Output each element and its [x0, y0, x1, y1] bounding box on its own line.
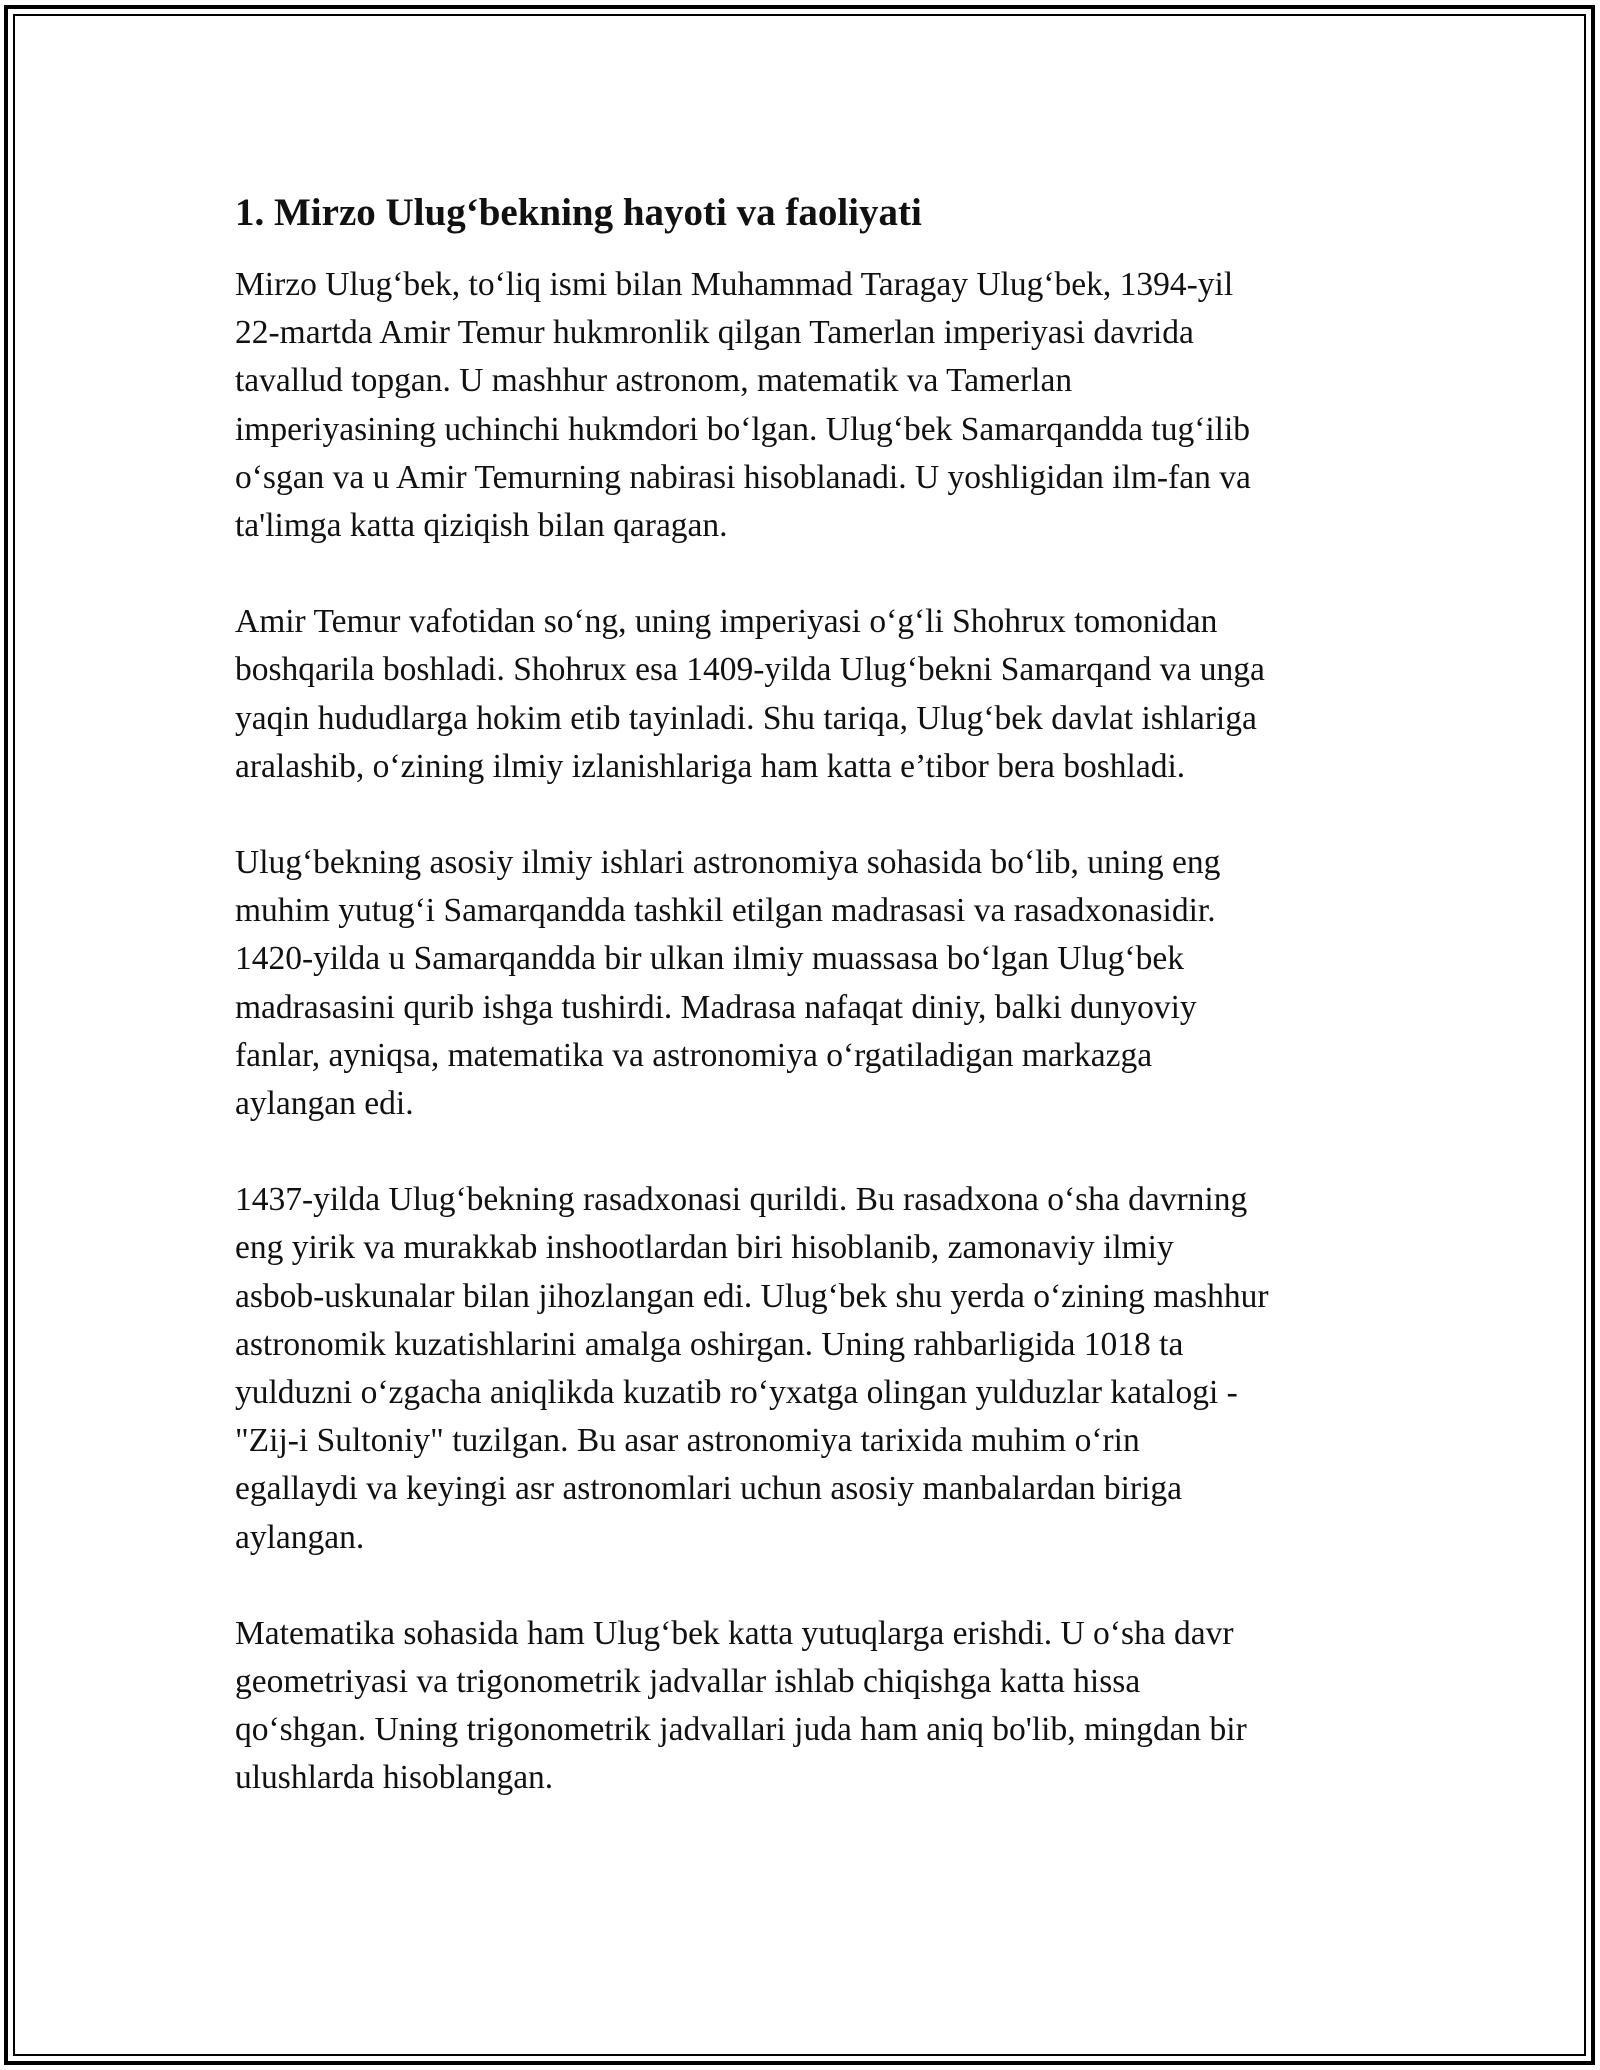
- paragraph-2: Amir Temur vafotidan so‘ng, uning imperiyasi o‘g‘li Shohrux tomonidan boshqarila boshladi. Shohrux esa 1409-yilda Ulug‘bekni Samarqand va unga yaqin hududlarga hokim etib tayinladi. Shu tariqa, Ulug‘bek davlat ishlariga aralashib, o‘zining ilmiy izlanishlariga ham katta e’tibor bera boshladi.: [235, 603, 1265, 785]
- section-heading: 1. Mirzo Ulug‘bekning hayoti va faoliyati: [235, 191, 922, 234]
- paragraph-3: Ulug‘bekning asosiy ilmiy ishlari astronomiya sohasida bo‘lib, uning eng muhim yutug‘i Samarqandda tashkil etilgan madrasasi va rasadxonasidir. 1420-yilda u Samarqandda bir ulkan ilmiy muassasa bo‘lgan Ulug‘bek madrasasini qurib ishga tushirdi. Madrasa nafaqat diniy, balki dunyoviy fanlar, ayniqsa, matematika va astronomiya o‘rgatiladigan markazga aylangan edi.: [235, 844, 1221, 1123]
- document-body: [235, 187, 1385, 1851]
- paragraph-4: 1437-yilda Ulug‘bekning rasadxonasi qurildi. Bu rasadxona o‘sha davrning eng yirik va murakkab inshootlardan biri hisoblanib, zamonaviy ilmiy asbob-uskunalar bilan jihozlangan edi. Ulug‘bek shu yerda o‘zining mashhur astronomik kuzatishlarini amalga oshirgan. Uning rahbarligida 1018 ta yulduzni o‘zgacha aniqlikda kuzatib ro‘yxatga olingan yulduzlar katalogi - "Zij-i Sultoniy" tuzilgan. Bu asar astronomiya tarixida muhim o‘rin egallaydi va keyingi asr astronomlari uchun asosiy manbalardan biriga aylangan.: [235, 1181, 1269, 1556]
- paragraph-1: Mirzo Ulug‘bek, to‘liq ismi bilan Muhammad Taragay Ulug‘bek, 1394-yil 22-martda Amir Temur hukmronlik qilgan Tamerlan imperiyasi davrida tavallud topgan. U mashhur astronom, matematik va Tamerlan imperiyasining uchinchi hukmdori bo‘lgan. Ulug‘bek Samarqandda tug‘ilib o‘sgan va u Amir Temurning nabirasi hisoblanadi. U yoshligidan ilm-fan va ta'limga katta qiziqish bilan qaragan.: [235, 266, 1251, 545]
- paragraph-5: Matematika sohasida ham Ulug‘bek katta yutuqlarga erishdi. U o‘sha davr geometriyasi va trigonometrik jadvallar ishlab chiqishga katta hissa qo‘shgan. Uning trigonometrik jadvallari juda ham aniq bo'lib, mingdan bir ulushlarda hisoblangan.: [235, 1614, 1247, 1797]
